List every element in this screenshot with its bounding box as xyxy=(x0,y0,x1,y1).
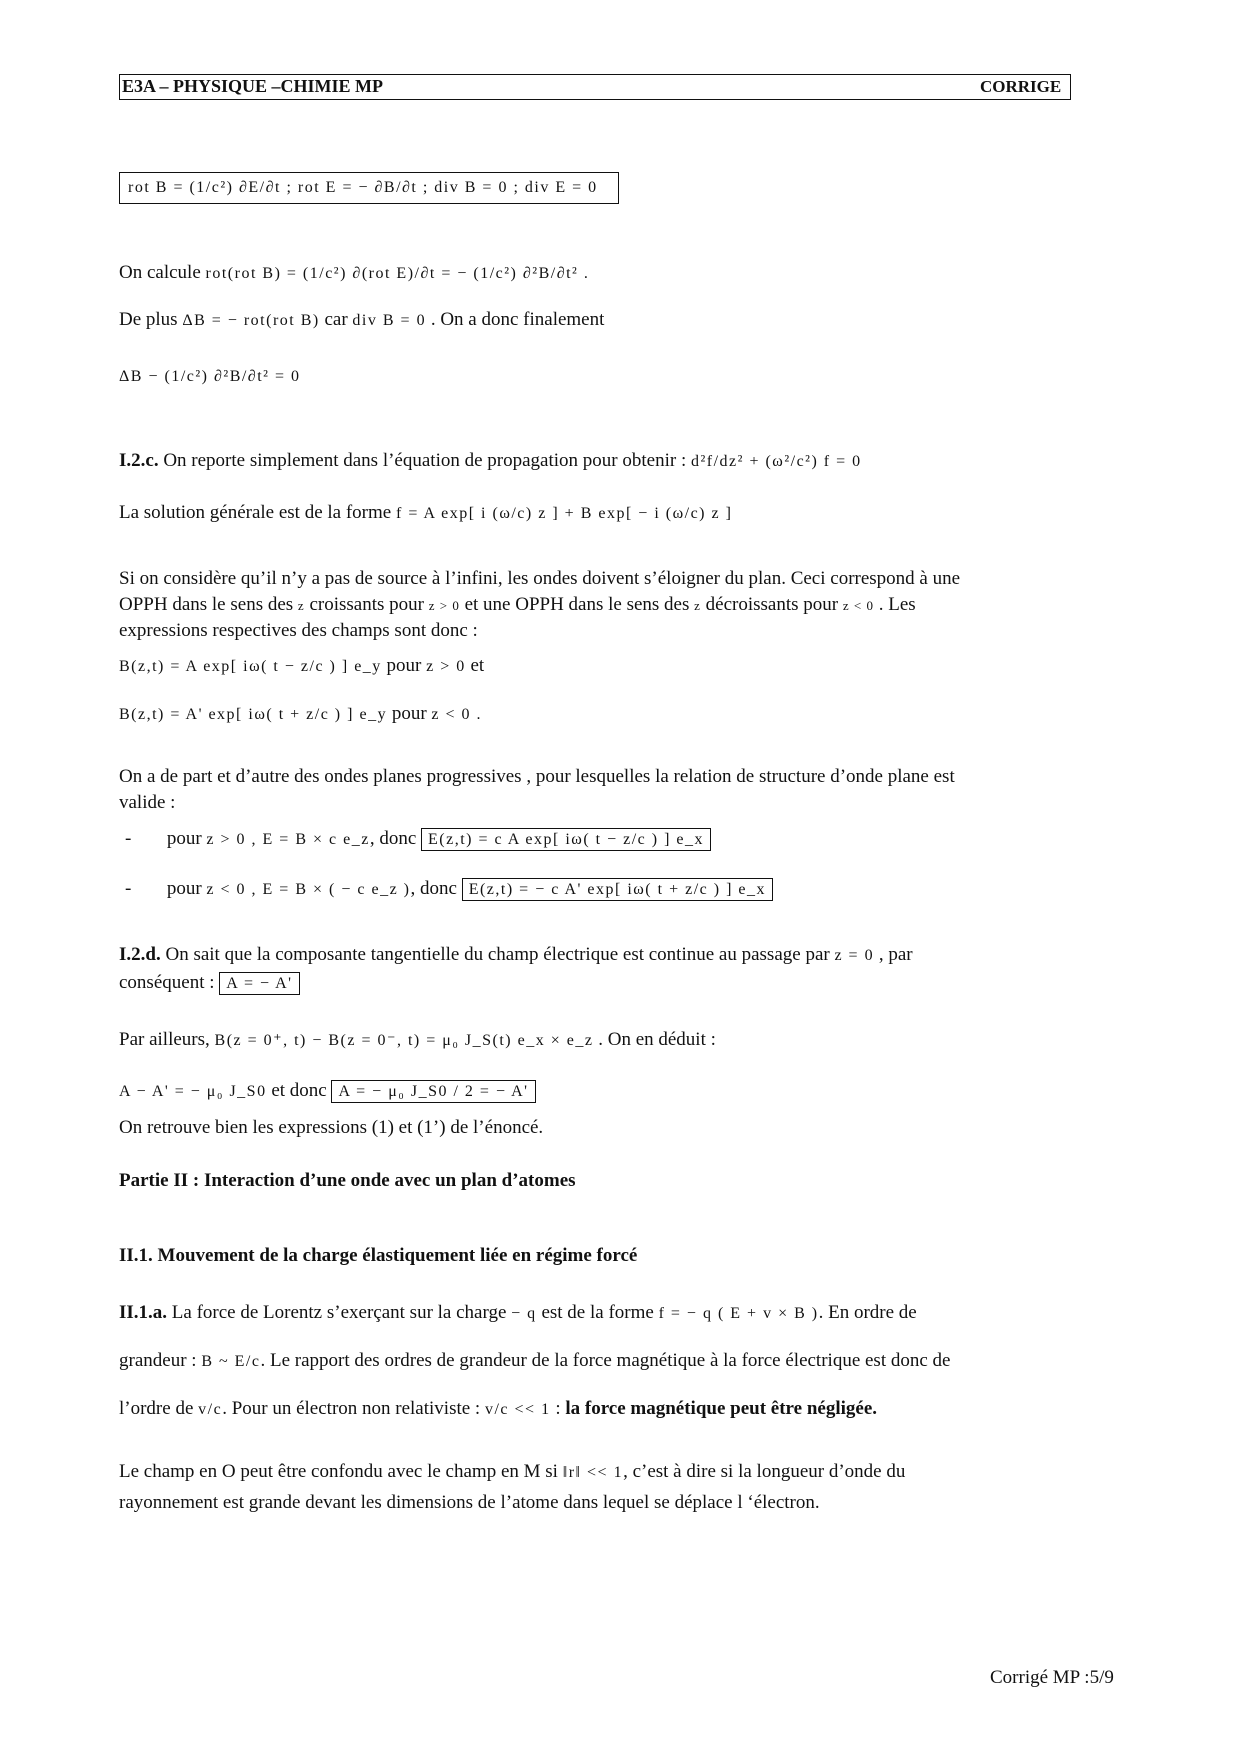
i2d-line-4 xyxy=(119,1080,536,1102)
magnetic-force-conclusion: la force magnétique peut être négligée. xyxy=(565,1398,878,1419)
item1-donc: , donc xyxy=(369,828,417,849)
opph-t2d: décroissants pour xyxy=(705,594,839,615)
ii1a-t1c: . En ordre de xyxy=(818,1302,917,1323)
opph-t2b: croissants pour xyxy=(309,594,424,615)
a-value-box: A = − μ₀ J_S0 / 2 = − A' xyxy=(331,1080,535,1103)
ii1a-t1b: est de la forme xyxy=(541,1302,654,1323)
i2d-line-2 xyxy=(119,972,300,994)
i2d-t4m: A − A' = − μ₀ J_S0 xyxy=(119,1083,267,1100)
b2-pour: pour xyxy=(391,703,427,724)
header-label: CORRIGE xyxy=(980,77,1062,96)
opph-line-3: expressions respectives des champs sont donc : xyxy=(119,620,478,641)
ratio-v-c: v/c xyxy=(198,1401,223,1418)
i2d-t3a: Par ailleurs, xyxy=(119,1029,210,1050)
page-footer: Corrigé MP :5/9 xyxy=(990,1667,1114,1688)
calc-text: On calcule xyxy=(119,262,201,283)
ii1a-t2a: grandeur : xyxy=(119,1350,197,1371)
ii1a-t4b: , c’est à dire si la longueur d’onde du xyxy=(623,1461,906,1482)
i2c-equation-1: d²f/dz² + (ω²/c²) f = 0 xyxy=(690,453,862,470)
ii1a-line-2 xyxy=(119,1350,950,1372)
i2d-t2: conséquent : xyxy=(119,972,215,993)
opph-t2c: et une OPPH dans le sens des xyxy=(464,594,690,615)
i2c-line-2 xyxy=(119,502,732,524)
dash-2: - xyxy=(125,878,132,899)
b-field-negative xyxy=(119,703,482,725)
i2c-text-2: La solution générale est de la forme xyxy=(119,502,392,523)
ii1a-line-4 xyxy=(119,1461,905,1483)
maxwell-equations: rot B = (1/c²) ∂E/∂t ; rot E = − ∂B/∂t ; div B = 0 ; div E = 0 xyxy=(119,172,619,204)
b-field-positive-equation: B(z,t) = A exp[ iω( t − z/c ) ] e_y xyxy=(119,658,382,675)
distance-condition: ‖r‖ << 1 xyxy=(562,1464,624,1481)
i2d-t4txt: et donc xyxy=(271,1080,327,1101)
i2d-t3b: . On en déduit : xyxy=(598,1029,716,1050)
ii1-title: . Mouvement de la charge élastiquement liée en régime forcé xyxy=(148,1245,638,1266)
struct-line-2: valide : xyxy=(119,792,176,813)
car-text: car xyxy=(324,309,348,330)
opph-t2e: . Les xyxy=(878,594,916,615)
calc-equation: rot(rot B) = (1/c²) ∂(rot E)/∂t = − (1/c²) ∂²B/∂t² . xyxy=(205,265,590,282)
opph-t2m3: z xyxy=(694,598,701,613)
b1-condition: z > 0 xyxy=(426,658,466,675)
ii1a-t3a: l’ordre de xyxy=(119,1398,194,1419)
i2d-t1m: z = 0 xyxy=(834,947,875,964)
i2d-line-5: On retrouve bien les expressions (1) et (1’) de l’énoncé. xyxy=(119,1117,544,1138)
ii1a-t3c: : xyxy=(555,1398,561,1419)
finalement-text: . On a donc finalement xyxy=(430,309,605,330)
ii1a-line-3 xyxy=(119,1398,877,1420)
opph-t2a: OPPH dans le sens des xyxy=(119,594,294,615)
deplus-line xyxy=(119,309,604,331)
i2d-t1b: , par xyxy=(878,944,913,965)
i2d-line-1 xyxy=(119,944,913,966)
partie2-title: Partie II : Interaction d’une onde avec un plan d’atomes xyxy=(119,1170,576,1191)
b2-condition: z < 0 . xyxy=(431,706,483,723)
item1-condition: z > 0 , E = B × c e_z xyxy=(206,831,370,848)
struct-item-2 xyxy=(125,878,773,900)
non-relativistic-condition: v/c << 1 xyxy=(484,1401,551,1418)
order-of-magnitude: B ~ E/c xyxy=(201,1353,261,1370)
opph-t2m1: z xyxy=(297,598,305,613)
ii1-heading xyxy=(119,1245,637,1267)
ii1a-line-5: rayonnement est grande devant les dimensions de l’atome dans lequel se déplace l ‘électron. xyxy=(119,1492,820,1513)
laplacian-equation: ΔB = − rot(rot B) xyxy=(182,312,320,329)
b-field-positive xyxy=(119,655,484,677)
calc-line xyxy=(119,262,589,284)
item1-pour: pour xyxy=(166,828,202,849)
ii1-label: II.1 xyxy=(119,1245,149,1266)
i2c-label: I.2.c. xyxy=(119,450,159,471)
charge-symbol: − q xyxy=(511,1305,537,1322)
a-relation-box: A = − A' xyxy=(219,972,299,995)
e-field-negative-box: E(z,t) = − c A' exp[ iω( t + z/c ) ] e_x xyxy=(462,878,773,901)
ii1a-t1a: La force de Lorentz s’exerçant sur la charge xyxy=(171,1302,507,1323)
i2d-t1a: On sait que la composante tangentielle du champ électrique est continue au passage par xyxy=(165,944,830,965)
dash-1: - xyxy=(125,828,132,849)
ii1a-t4a: Le champ en O peut être confondu avec le champ en M si xyxy=(119,1461,558,1482)
ii1a-line-1 xyxy=(119,1302,917,1324)
e-field-positive-box: E(z,t) = c A exp[ iω( t − z/c ) ] e_x xyxy=(421,828,711,851)
ii1a-t2b: . Le rapport des ordres de grandeur de la force magnétique à la force électrique est donc de xyxy=(260,1350,951,1371)
ii1a-t3b: . Pour un électron non relativiste : xyxy=(222,1398,481,1419)
item2-condition: z < 0 , E = B × ( − c e_z ) xyxy=(206,881,411,898)
wave-equation-b: ΔB − (1/c²) ∂²B/∂t² = 0 xyxy=(119,368,301,385)
opph-t2m4: z < 0 xyxy=(842,598,874,613)
opph-line-2 xyxy=(119,594,916,616)
item2-donc: , donc xyxy=(410,878,457,899)
item2-pour: pour xyxy=(166,878,202,899)
b1-pour: pour xyxy=(386,655,422,676)
lorentz-force-equation: f = − q ( E + v × B ) xyxy=(658,1305,819,1322)
i2c-text-1: On reporte simplement dans l’équation de propagation pour obtenir : xyxy=(163,450,687,471)
header-title: E3A – PHYSIQUE –CHIMIE MP xyxy=(122,76,384,96)
b1-et: et xyxy=(470,655,485,676)
b-field-negative-equation: B(z,t) = A' exp[ iω( t + z/c ) ] e_y xyxy=(119,706,388,723)
i2d-line-3 xyxy=(119,1029,716,1051)
deplus-text: De plus xyxy=(119,309,178,330)
struct-line-1: On a de part et d’autre des ondes planes progressives , pour lesquelles la relation de structure d’onde plane est xyxy=(119,766,955,787)
discontinuity-equation: B(z = 0⁺, t) − B(z = 0⁻, t) = μ₀ J_S(t) e_x × e_z xyxy=(214,1032,594,1049)
i2c-equation-2: f = A exp[ i (ω/c) z ] + B exp[ − i (ω/c) z ] xyxy=(395,505,733,522)
struct-item-1 xyxy=(125,828,711,850)
opph-t2m2: z > 0 xyxy=(428,598,460,613)
ii1a-label: II.1.a. xyxy=(119,1302,168,1323)
divergence-equation: div B = 0 xyxy=(352,312,427,329)
i2d-label: I.2.d. xyxy=(119,944,161,965)
opph-line-1: Si on considère qu’il n’y a pas de source à l’infini, les ondes doivent s’éloigner du plan. Ceci correspond à une xyxy=(119,568,961,589)
i2c-line-1 xyxy=(119,450,862,472)
